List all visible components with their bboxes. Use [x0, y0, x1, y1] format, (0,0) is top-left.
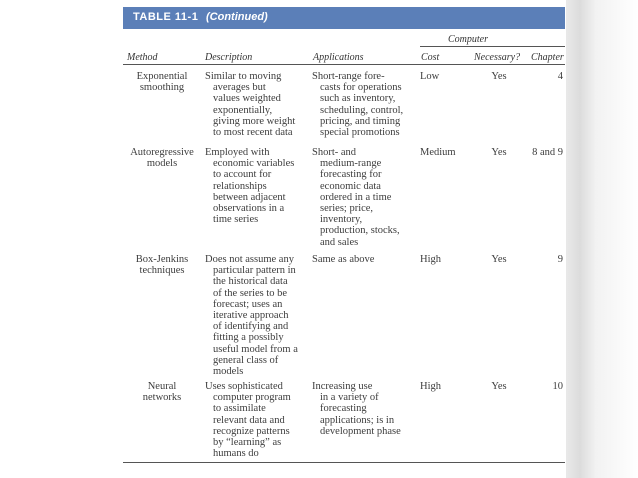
method-line: smoothing [139, 82, 185, 94]
header-necessary: Necessary? [474, 52, 521, 63]
row-3-applications [312, 254, 418, 265]
applications-line: medium-range [320, 158, 382, 170]
applications-line: production, stocks, [320, 225, 400, 237]
row-2-necessary: Yes [491, 147, 507, 158]
applications-line: Increasing use [312, 381, 373, 392]
row-1-necessary: Yes [491, 71, 507, 82]
header-method: Method [127, 52, 158, 63]
method-line: networks [142, 392, 182, 404]
description-line: Uses sophisticated [205, 381, 283, 392]
row-3-chapter: 9 [557, 254, 563, 265]
applications-line: development phase [320, 425, 401, 437]
row-3-necessary: Yes [491, 254, 507, 265]
description-line: to assimilate [213, 403, 266, 415]
description-line: time series [213, 214, 259, 226]
header-applications: Applications [313, 52, 364, 63]
method-line: Neural [147, 381, 177, 392]
row-3-method [123, 254, 201, 276]
method-line: Box-Jenkins [135, 254, 189, 265]
description-line: Employed with [205, 147, 270, 158]
method-line: Autoregressive [130, 147, 194, 158]
description-line: the historical data [213, 276, 288, 288]
row-1-cost: Low [420, 71, 440, 82]
table-label: TABLE 11-1 [133, 11, 199, 23]
page-edge-shadow [566, 0, 638, 478]
description-line: to most recent data [213, 127, 293, 139]
description-line: Similar to moving [205, 71, 282, 82]
description-line: forecast; uses an [213, 298, 283, 310]
row-1-applications [312, 71, 418, 138]
description-line: relevant data and [213, 414, 285, 426]
description-line: economic variables [213, 158, 295, 170]
row-1-method [123, 71, 201, 93]
row-2-cost: Medium [420, 147, 456, 158]
description-line: giving more weight [213, 115, 296, 127]
header-computer: Computer [448, 34, 488, 45]
row-3-description [205, 254, 309, 377]
row-1-description [205, 71, 309, 138]
applications-line: forecasting for [320, 169, 382, 181]
header-chapter: Chapter [531, 52, 564, 63]
description-line: particular pattern in [213, 265, 296, 277]
applications-line: pricing, and timing [320, 115, 401, 127]
applications-line: inventory, [320, 214, 363, 226]
table-title-band [123, 7, 565, 29]
description-line: of the series to be [213, 287, 288, 299]
method-line: techniques [139, 265, 185, 277]
description-line: averages but [213, 82, 266, 94]
applications-line: Same as above [312, 254, 375, 265]
description-line: useful model from a [213, 343, 298, 355]
row-2-chapter: 8 and 9 [532, 147, 563, 158]
applications-line: special promotions [320, 127, 400, 139]
table-bottom-rule [123, 462, 565, 463]
header-rule-top [420, 46, 565, 47]
header-rule [123, 64, 565, 65]
row-3-cost: High [420, 254, 441, 265]
applications-line: and sales [320, 236, 359, 248]
row-4-applications [312, 381, 418, 437]
applications-line: Short-range fore- [312, 71, 385, 82]
description-line: values weighted [213, 93, 281, 105]
row-2-applications [312, 147, 418, 248]
header-cost: Cost [421, 52, 440, 63]
row-1-chapter: 4 [557, 71, 563, 82]
description-line: general class of [213, 354, 279, 366]
applications-line: scheduling, control, [320, 104, 404, 116]
applications-line: such as inventory, [320, 93, 396, 105]
row-4-necessary: Yes [491, 381, 507, 392]
description-line: iterative approach [213, 310, 289, 322]
applications-line: Short- and [312, 147, 357, 158]
applications-line: ordered in a time [320, 191, 392, 203]
row-2-method [123, 147, 201, 169]
applications-line: applications; is in [320, 414, 395, 426]
description-line: between adjacent [213, 191, 286, 203]
description-line: recognize patterns [213, 425, 290, 437]
description-line: computer program [213, 392, 291, 404]
description-line: Does not assume any [205, 254, 294, 265]
description-line: to account for [213, 169, 272, 181]
description-line: models [213, 366, 244, 378]
description-line: observations in a [213, 203, 285, 215]
table-subtitle: (Continued) [206, 11, 268, 23]
header-description: Description [205, 52, 253, 63]
applications-line: in a variety of [320, 392, 379, 404]
description-line: humans do [213, 448, 259, 460]
row-4-cost: High [420, 381, 441, 392]
row-4-method [123, 381, 201, 403]
row-2-description [205, 147, 309, 225]
description-line: by “learning” as [213, 437, 282, 449]
description-line: of identifying and [213, 321, 289, 333]
description-line: exponentially, [213, 104, 273, 116]
applications-line: series; price, [320, 203, 374, 215]
applications-line: casts for operations [320, 82, 402, 94]
method-line: Exponential [136, 71, 188, 82]
row-4-description [205, 381, 309, 459]
applications-line: economic data [320, 180, 381, 192]
row-4-chapter: 10 [552, 381, 563, 392]
applications-line: forecasting [320, 403, 367, 415]
method-line: models [146, 158, 178, 170]
description-line: relationships [213, 180, 267, 192]
description-line: fitting a possibly [213, 332, 284, 344]
